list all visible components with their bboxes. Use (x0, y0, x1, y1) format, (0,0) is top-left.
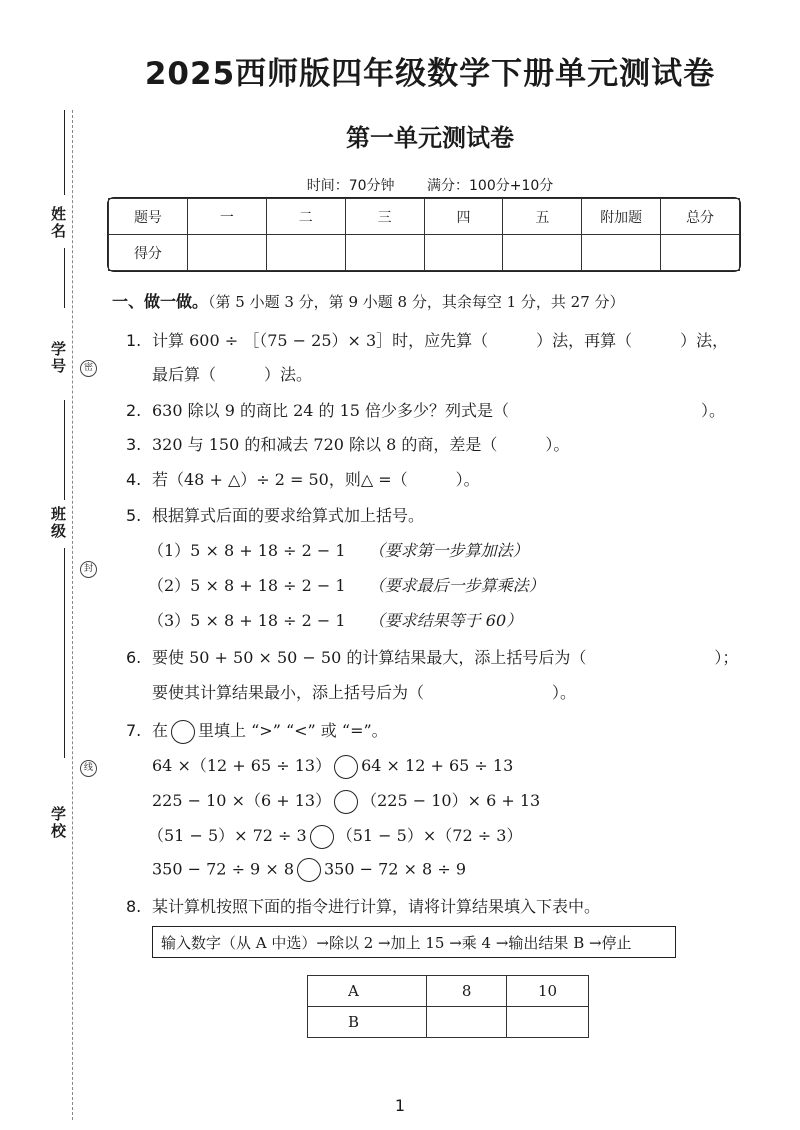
question-text: 某计算机按照下面的指令进行计算，请将计算结果填入下表中。 (152, 897, 601, 916)
header-cell: 题号 (109, 199, 188, 235)
expression: （1）5 × 8 + 18 ÷ 2 − 1 (148, 541, 346, 560)
header-cell: 附加题 (582, 199, 661, 235)
expression-right: 64 × 12 + 65 ÷ 13 (361, 756, 514, 775)
requirement: （要求结果等于 60） (368, 611, 523, 630)
compare-item-3 (148, 823, 522, 849)
expression-left: 225 − 10 ×（6 + 13） (152, 791, 332, 810)
name-label: 姓名 (48, 200, 69, 246)
seal-mark: 线 (80, 760, 97, 777)
full-score: 满分：100分+10分 (427, 178, 554, 194)
cut-line (72, 110, 73, 1120)
expression-right: 350 − 72 × 8 ÷ 9 (324, 859, 466, 879)
question-number: 1. (126, 331, 142, 350)
header-cell: 五 (503, 199, 582, 235)
table-row (308, 1007, 589, 1038)
answer-circle[interactable] (310, 825, 334, 849)
row-label-a: A (308, 976, 427, 1007)
question-5-item-1 (148, 538, 529, 561)
score-cell[interactable] (503, 235, 582, 271)
score-cell[interactable] (582, 235, 661, 271)
question-text: 计算 600 ÷ ［（75 − 25）× 3］时，应先算（ ）法，再算（ ）法， (152, 331, 729, 350)
question-1-continued: 最后算（ ）法。 (152, 365, 313, 384)
question-4 (126, 467, 480, 490)
row-label-b: B (308, 1007, 427, 1038)
question-1 (126, 328, 728, 351)
expression-right: （51 − 5）×（72 ÷ 3） (336, 826, 523, 845)
compare-circle-icon (171, 720, 195, 744)
result-table (307, 975, 589, 1038)
question-8 (126, 894, 600, 917)
question-text: 要使 50 + 50 × 50 − 50 的计算结果最大，添上括号后为（ ）； (152, 648, 739, 667)
section-note: （第 5 小题 3 分，第 9 小题 8 分，其余每空 1 分，共 27 分） (208, 293, 625, 311)
question-2 (126, 398, 725, 421)
score-cell[interactable] (266, 235, 345, 271)
question-5-item-3 (148, 608, 522, 631)
expression-left: （51 − 5）× 72 ÷ 3 (148, 826, 307, 845)
question-number: 4. (126, 470, 142, 489)
compare-item-4 (152, 858, 466, 882)
question-text: 里填上 “>” “<” 或 “=”。 (198, 721, 388, 740)
student-id-label: 学号 (48, 335, 69, 381)
question-5 (126, 503, 424, 526)
header-cell: 四 (424, 199, 503, 235)
section-heading (112, 289, 625, 312)
header-cell: 一 (187, 199, 266, 235)
input-value: 8 (427, 976, 507, 1007)
id-underline (64, 400, 65, 500)
page-subtitle: 第一单元测试卷 (346, 124, 514, 152)
seal-mark: 封 (80, 561, 97, 578)
question-text: 320 与 150 的和减去 720 除以 8 的商，差是（ ）。 (152, 435, 570, 454)
question-6-continued: 要使其计算结果最小，添上括号后为（ ）。 (152, 683, 577, 702)
binding-margin (0, 0, 110, 1130)
school-label: 学校 (48, 800, 69, 846)
expression: （3）5 × 8 + 18 ÷ 2 − 1 (148, 611, 346, 630)
time-limit: 时间：70分钟 (306, 178, 395, 194)
instruction-flow-box: 输入数字（从 A 中选）→除以 2 →加上 15 →乘 4 →输出结果 B →停止 (152, 926, 676, 958)
score-cell[interactable] (661, 235, 740, 271)
page-number: 1 (394, 1096, 406, 1115)
class-underline (64, 548, 65, 758)
table-row (109, 235, 740, 271)
requirement: （要求最后一步算乘法） (368, 576, 545, 595)
question-number: 8. (126, 897, 142, 916)
question-7 (126, 718, 388, 744)
seal-mark: 密 (80, 360, 97, 377)
table-row (308, 976, 589, 1007)
answer-circle[interactable] (297, 858, 321, 882)
question-3 (126, 432, 569, 455)
compare-item-1 (152, 753, 513, 779)
expression-left: 350 − 72 ÷ 9 × 8 (152, 859, 294, 879)
header-cell: 三 (345, 199, 424, 235)
question-5-item-2 (148, 573, 545, 596)
score-cell[interactable] (424, 235, 503, 271)
compare-item-2 (152, 788, 540, 814)
score-label-cell: 得分 (109, 235, 188, 271)
answer-cell[interactable] (427, 1007, 507, 1038)
input-value: 10 (507, 976, 589, 1007)
question-text: 若（48 + △）÷ 2 = 50，则△ =（ ）。 (152, 470, 480, 489)
answer-circle[interactable] (334, 790, 358, 814)
exam-meta (110, 175, 750, 195)
class-label: 班级 (48, 500, 69, 546)
question-number: 2. (126, 401, 142, 420)
page-title: 2025西师版四年级数学下册单元测试卷 (144, 56, 716, 92)
name-underline-2 (64, 248, 65, 308)
expression-left: 64 ×（12 + 65 ÷ 13） (152, 756, 332, 775)
answer-circle[interactable] (334, 755, 358, 779)
requirement: （要求第一步算加法） (368, 541, 529, 560)
question-number: 3. (126, 435, 142, 454)
answer-cell[interactable] (507, 1007, 589, 1038)
question-number: 6. (126, 648, 142, 667)
name-underline (64, 110, 65, 195)
score-cell[interactable] (345, 235, 424, 271)
question-text: 根据算式后面的要求给算式加上括号。 (152, 506, 425, 525)
table-row (109, 199, 740, 235)
question-text: 630 除以 9 的商比 24 的 15 倍少多少？列式是（ ）。 (152, 401, 726, 420)
question-number: 7. (126, 721, 142, 740)
header-cell: 总分 (661, 199, 740, 235)
score-cell[interactable] (187, 235, 266, 271)
expression-right: （225 − 10）× 6 + 13 (361, 791, 541, 810)
header-cell: 二 (266, 199, 345, 235)
score-table (108, 198, 740, 271)
question-number: 5. (126, 506, 142, 525)
question-6 (126, 645, 738, 668)
question-text: 在 (152, 721, 169, 740)
expression: （2）5 × 8 + 18 ÷ 2 − 1 (148, 576, 346, 595)
section-title: 一、做一做。 (112, 292, 209, 311)
